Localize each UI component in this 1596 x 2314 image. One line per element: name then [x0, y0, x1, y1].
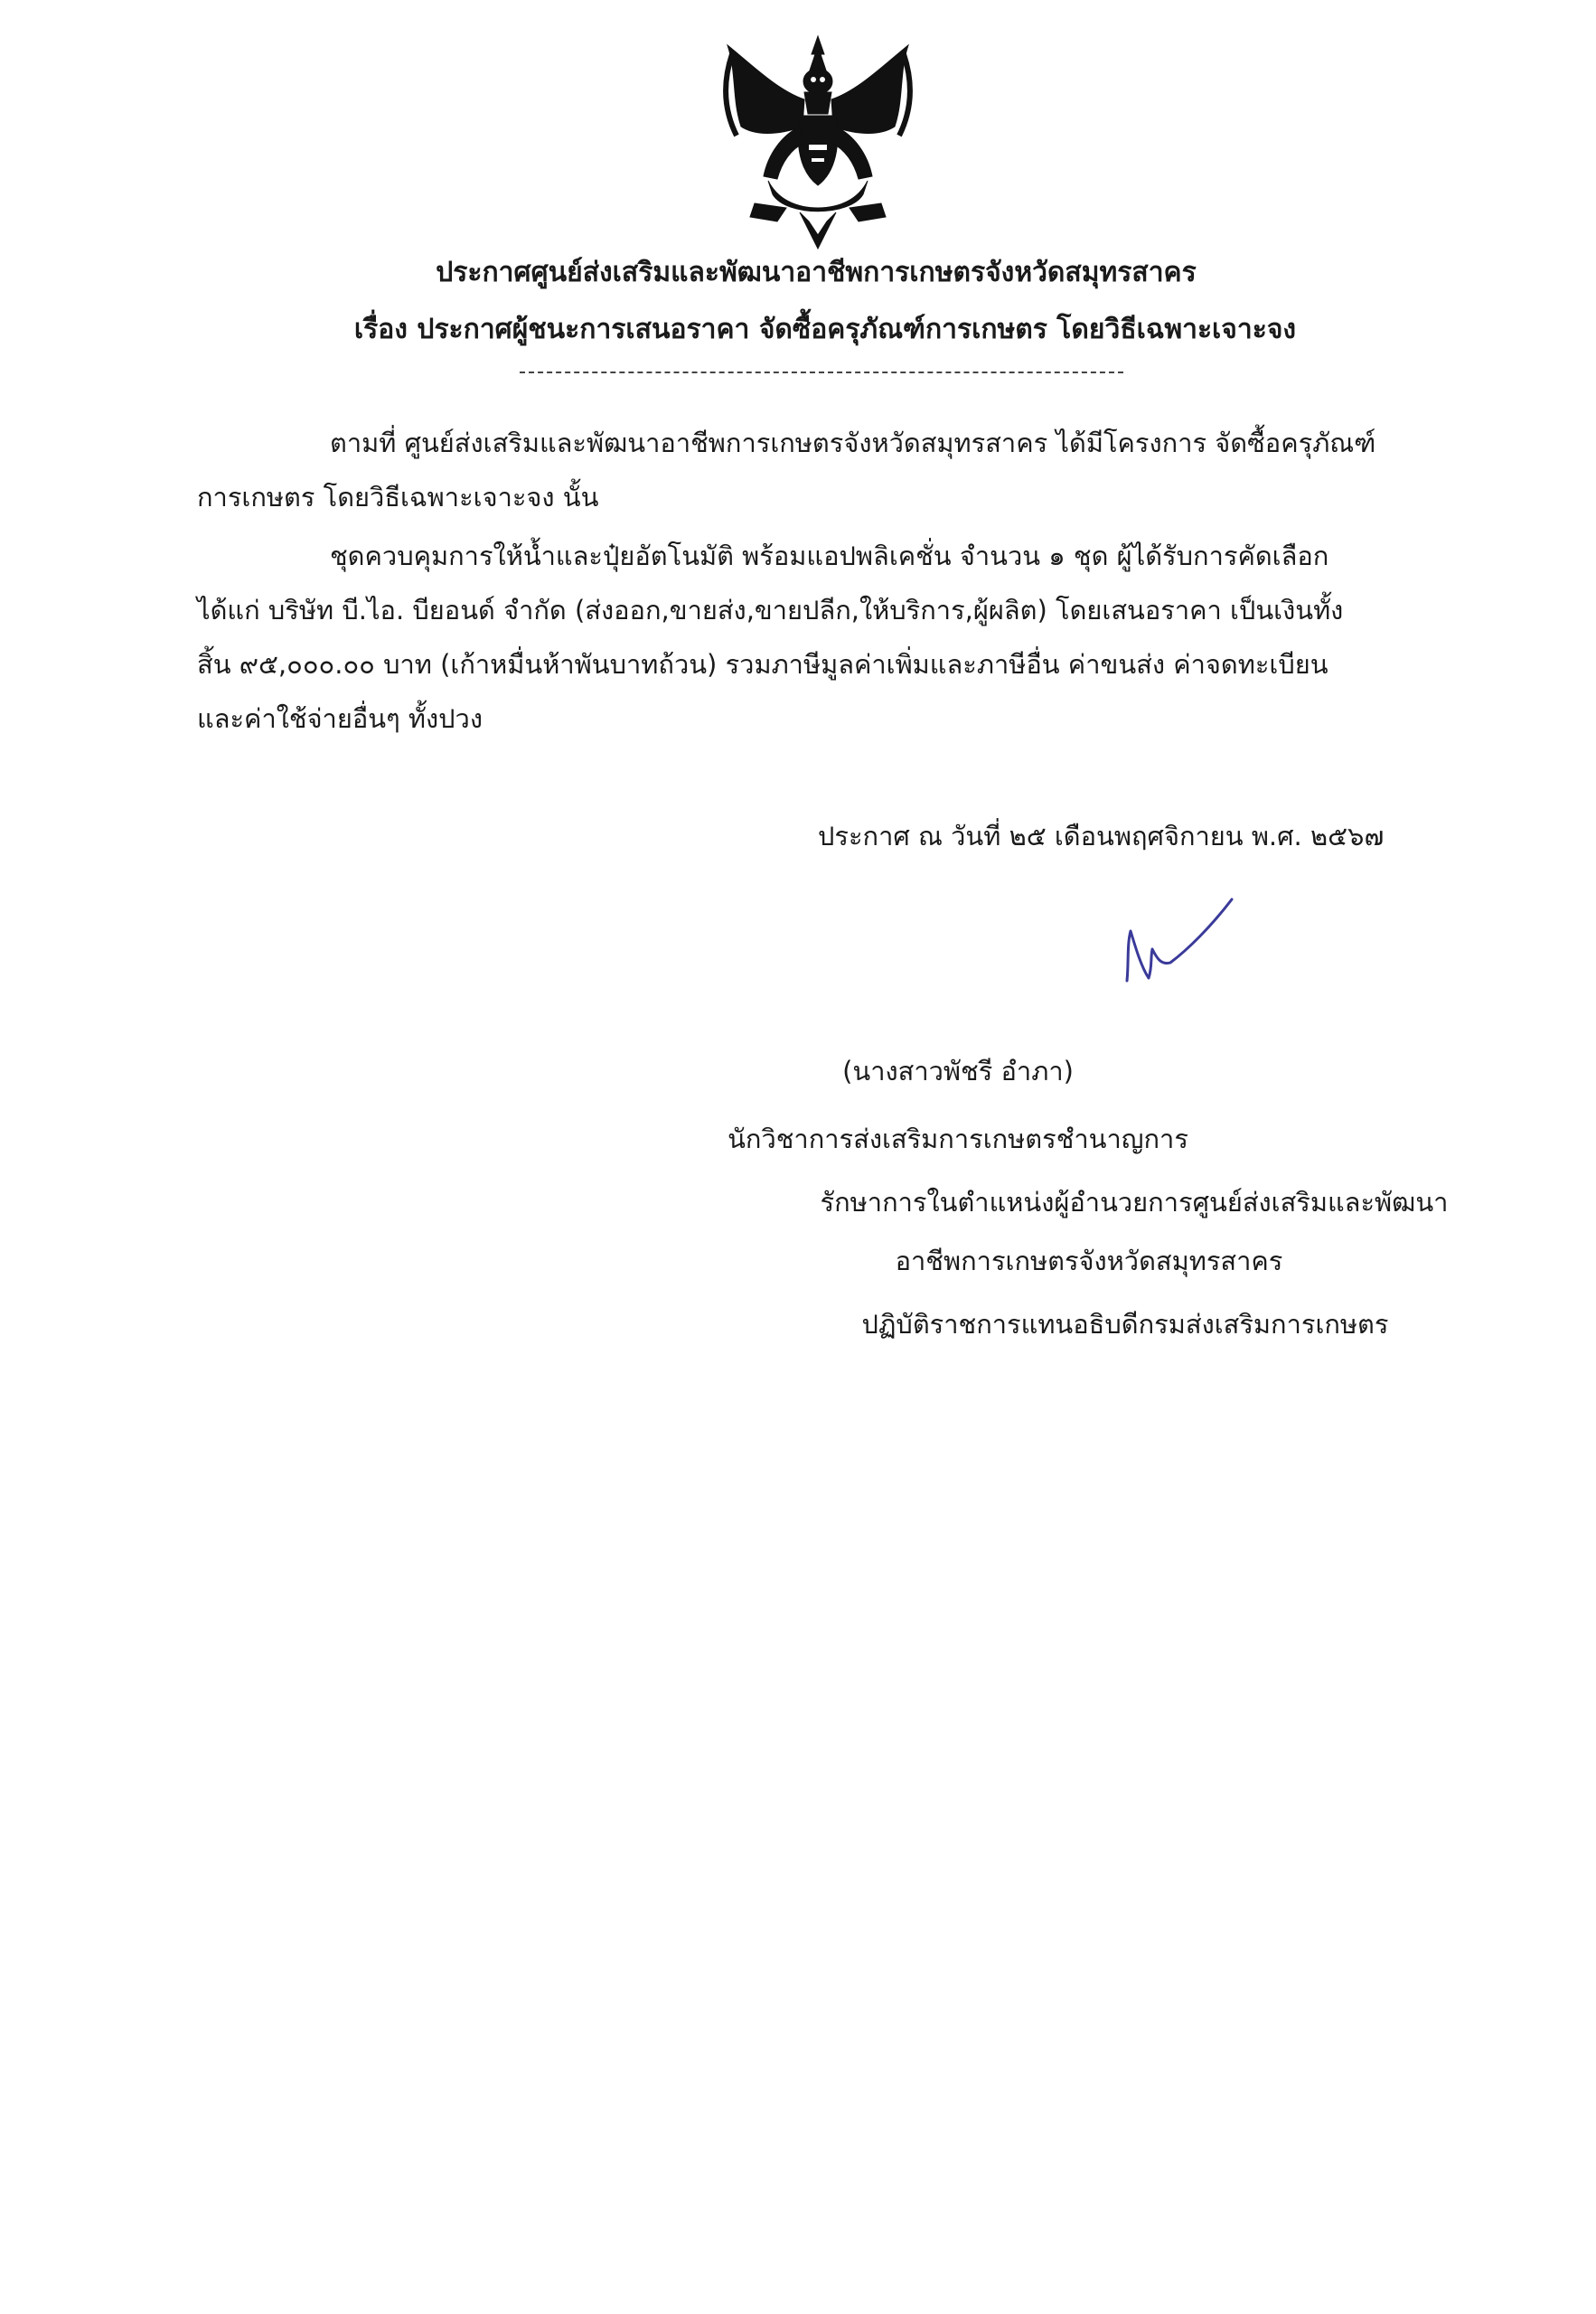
document-subject: เรื่อง ประกาศผู้ชนะการเสนอราคา จัดซื้อครุภัณฑ์การเกษตร โดยวิธีเฉพาะเจาะจง [353, 314, 1297, 345]
signatory-position-3: อาชีพการเกษตรจังหวัดสมุทรสาคร [895, 1246, 1283, 1276]
paragraph-2-line-3: สิ้น ๙๕,๐๐๐.๐๐ บาท (เก้าหมื่นห้าพันบาทถ้วน) รวมภาษีมูลค่าเพิ่มและภาษีอื่น ค่าขนส่ง ค่าจดทะเบียน [197, 649, 1328, 680]
handwritten-signature-icon [1116, 895, 1243, 994]
signatory-position-2: รักษาการในตำแหน่งผู้อำนวยการศูนย์ส่งเสริมและพัฒนา [820, 1187, 1449, 1218]
signatory-position-1: นักวิชาการส่งเสริมการเกษตรชำนาญการ [728, 1124, 1188, 1154]
announcement-date: ประกาศ ณ วันที่ ๒๕ เดือนพฤศจิกายน พ.ศ. ๒๕๖๗ [818, 821, 1385, 851]
paragraph-2-line-2: ได้แก่ บริษัท บี.ไอ. บียอนด์ จำกัด (ส่งออก,ขายส่ง,ขายปลีก,ให้บริการ,ผู้ผลิต) โดยเสนอราคา เป็นเงินทั้ง [197, 595, 1344, 626]
signatory-position-4: ปฏิบัติราชการแทนอธิบดีกรมส่งเสริมการเกษตร [861, 1309, 1389, 1340]
paragraph-1-line-1: ตามที่ ศูนย์ส่งเสริมและพัฒนาอาชีพการเกษตรจังหวัดสมุทรสาคร ได้มีโครงการ จัดซื้อครุภัณฑ์ [330, 428, 1376, 458]
signatory-name: (นางสาวพัชรี อำภา) [842, 1056, 1074, 1086]
garuda-emblem-icon [714, 27, 922, 253]
title-divider [520, 372, 1123, 373]
paragraph-2-line-1: ชุดควบคุมการให้น้ำและปุ๋ยอัตโนมัติ พร้อมแอปพลิเคชั่น จำนวน ๑ ชุด ผู้ได้รับการคัดเลือก [330, 541, 1329, 571]
document-title: ประกาศศูนย์ส่งเสริมและพัฒนาอาชีพการเกษตรจังหวัดสมุทรสาคร [436, 257, 1197, 288]
paragraph-1-line-2: การเกษตร โดยวิธีเฉพาะเจาะจง นั้น [197, 482, 599, 513]
paragraph-2-line-4: และค่าใช้จ่ายอื่นๆ ทั้งปวง [197, 703, 483, 734]
